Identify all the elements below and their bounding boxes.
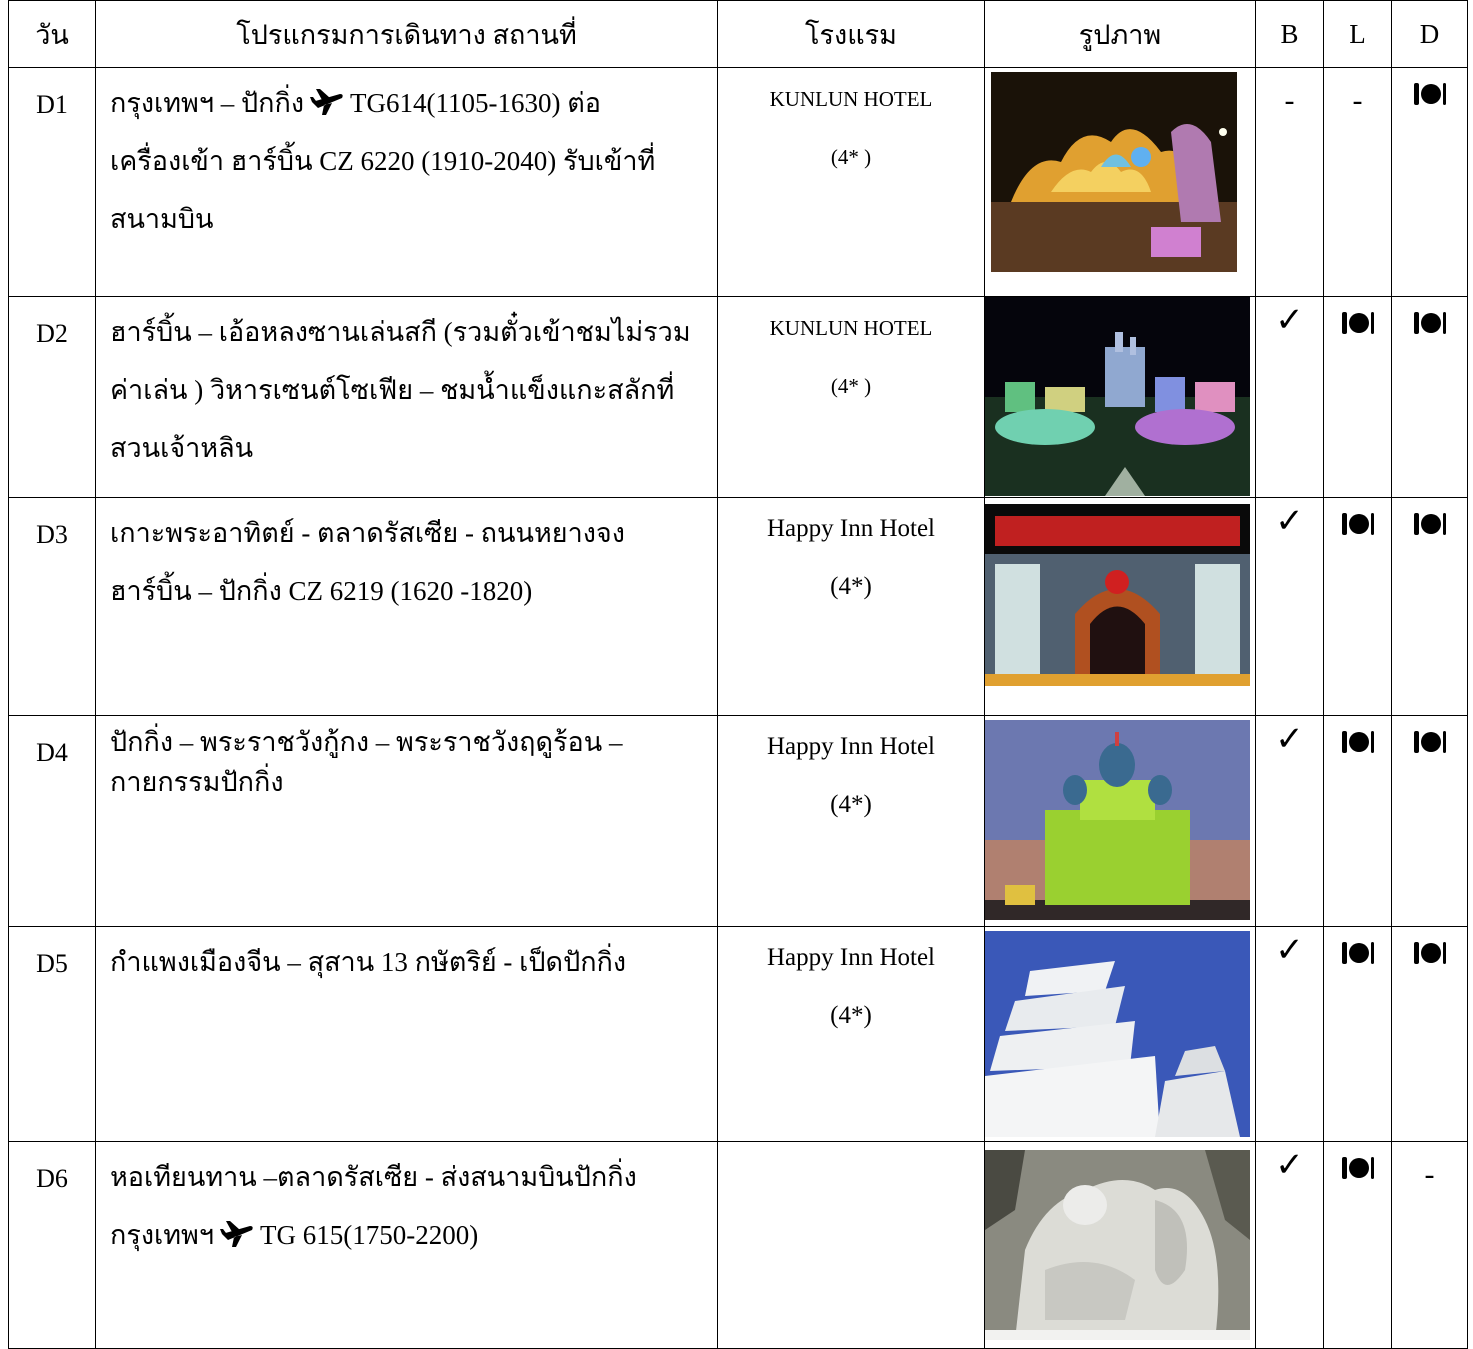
program-cell [96, 297, 718, 498]
meal-icon [1341, 309, 1375, 335]
snow-pagoda-photo [985, 931, 1250, 1137]
ice-sculpture-night-photo [991, 72, 1237, 272]
dinner-cell [1392, 716, 1468, 927]
day-cell: D2 [9, 297, 96, 498]
check-icon: ✓ [1275, 932, 1304, 969]
dinner-cell [1392, 68, 1468, 297]
day-cell: D6 [9, 1142, 96, 1349]
hotel-rating: (4* ) [830, 374, 872, 398]
hotel-cell [718, 498, 985, 716]
day-cell: D3 [9, 498, 96, 716]
no-meal-dash: - [1284, 84, 1295, 117]
hotel-name: Happy Inn Hotel [766, 733, 936, 760]
check-icon: ✓ [1275, 721, 1304, 758]
picture-cell [985, 1142, 1256, 1349]
dinner-cell [1392, 1142, 1468, 1349]
program-cell [96, 1142, 718, 1349]
breakfast-cell [1256, 1142, 1324, 1349]
meal-icon [1341, 1154, 1375, 1180]
program-line: ค่าเล่น ) วิหารเซนต์โซเฟีย – ชมน้ำแข็งแกะสลักที่ [110, 375, 675, 405]
ice-gate-photo [985, 504, 1250, 686]
hotel-cell [718, 927, 985, 1142]
check-icon: ✓ [1275, 302, 1304, 339]
program-line: สนามบิน [110, 204, 214, 234]
hotel-cell [718, 1142, 985, 1349]
table-row [9, 716, 1468, 927]
no-meal-dash: - [1424, 1158, 1435, 1191]
meal-icon [1341, 728, 1375, 754]
day-cell: D1 [9, 68, 96, 297]
header-lunch: L [1324, 1, 1392, 68]
meal-icon [1413, 510, 1447, 536]
breakfast-cell [1256, 927, 1324, 1142]
lunch-cell [1324, 498, 1392, 716]
itinerary-table [8, 0, 1468, 1349]
meal-icon [1413, 728, 1447, 754]
meal-icon [1413, 939, 1447, 965]
picture-cell [985, 297, 1256, 498]
header-dinner: D [1392, 1, 1468, 68]
breakfast-cell [1256, 716, 1324, 927]
program-line: ปักกิ่ง – พระราชวังกู้กง – พระราชวังฤดูร้อน – [110, 727, 623, 757]
program-line: กรุงเทพฯ TG 615(1750-2200) [110, 1206, 705, 1264]
breakfast-cell [1256, 68, 1324, 297]
program-line: สวนเจ้าหลิน [110, 433, 254, 463]
hotel-cell [718, 68, 985, 297]
table-row [9, 297, 1468, 498]
dinner-cell [1392, 927, 1468, 1142]
program-line: เกาะพระอาทิตย์ - ตลาดรัสเซีย - ถนนหยางจง [110, 518, 625, 548]
picture-cell [985, 716, 1256, 927]
hotel-rating: (4* ) [830, 145, 872, 169]
hotel-name: Happy Inn Hotel [766, 515, 936, 542]
hotel-name: KUNLUN HOTEL [769, 87, 933, 111]
hotel-rating: (4*) [830, 1002, 872, 1029]
dinner-cell [1392, 498, 1468, 716]
day-cell: D5 [9, 927, 96, 1142]
program-cell [96, 498, 718, 716]
table-row [9, 927, 1468, 1142]
program-line: เครื่องเข้า ฮาร์บิ้น CZ 6220 (1910-2040) รับเข้าที่ [110, 146, 656, 176]
lunch-cell [1324, 297, 1392, 498]
meal-icon [1341, 510, 1375, 536]
breakfast-cell [1256, 498, 1324, 716]
hotel-rating: (4*) [830, 791, 872, 818]
check-icon: ✓ [1275, 503, 1304, 540]
lunch-cell [1324, 927, 1392, 1142]
dinner-cell [1392, 297, 1468, 498]
ice-city-panorama-photo [985, 297, 1250, 496]
lunch-cell [1324, 716, 1392, 927]
hotel-cell [718, 716, 985, 927]
program-line: ฮาร์บิ้น – เอ้อหลงซานเล่นสกี (รวมตั๋วเข้าชมไม่รวม [110, 317, 691, 347]
picture-cell [985, 927, 1256, 1142]
program-cell [96, 716, 718, 927]
breakfast-cell [1256, 297, 1324, 498]
program-line: กำแพงเมืองจีน – สุสาน 13 กษัตริย์ - เป็ดปักกิ่ง [110, 947, 627, 977]
snow-statue-photo [985, 1150, 1250, 1340]
hotel-rating: (4*) [830, 573, 872, 600]
lunch-cell [1324, 68, 1392, 297]
header-breakfast: B [1256, 1, 1324, 68]
hotel-name: KUNLUN HOTEL [769, 316, 933, 340]
header-program: โปรแกรมการเดินทาง สถานที่ [96, 1, 718, 68]
program-line: ฮาร์บิ้น – ปักกิ่ง CZ 6219 (1620 -1820) [110, 576, 533, 606]
airplane-icon [220, 1210, 254, 1240]
table-row [9, 68, 1468, 297]
header-hotel: โรงแรม [718, 1, 985, 68]
airplane-icon [310, 78, 344, 108]
day-cell: D4 [9, 716, 96, 927]
table-row [9, 498, 1468, 716]
picture-cell [985, 498, 1256, 716]
picture-cell [985, 68, 1256, 297]
header-day: วัน [9, 1, 96, 68]
program-line: หอเทียนทาน –ตลาดรัสเซีย - ส่งสนามบินปักกิ่ง [110, 1162, 637, 1192]
hotel-name: Happy Inn Hotel [766, 944, 936, 971]
program-line: กรุงเทพฯ – ปักกิ่ง TG614(1105-1630) ต่อ [110, 74, 705, 132]
header-picture: รูปภาพ [985, 1, 1256, 68]
meal-icon [1413, 80, 1447, 106]
meal-icon [1413, 309, 1447, 335]
program-cell [96, 927, 718, 1142]
program-line: กายกรรมปักกิ่ง [110, 767, 284, 797]
check-icon: ✓ [1275, 1147, 1304, 1184]
program-cell [96, 68, 718, 297]
hotel-cell [718, 297, 985, 498]
meal-icon [1341, 939, 1375, 965]
header-row [9, 1, 1468, 68]
lunch-cell [1324, 1142, 1392, 1349]
no-meal-dash: - [1352, 84, 1363, 117]
green-ice-palace-photo [985, 720, 1250, 920]
table-row [9, 1142, 1468, 1349]
